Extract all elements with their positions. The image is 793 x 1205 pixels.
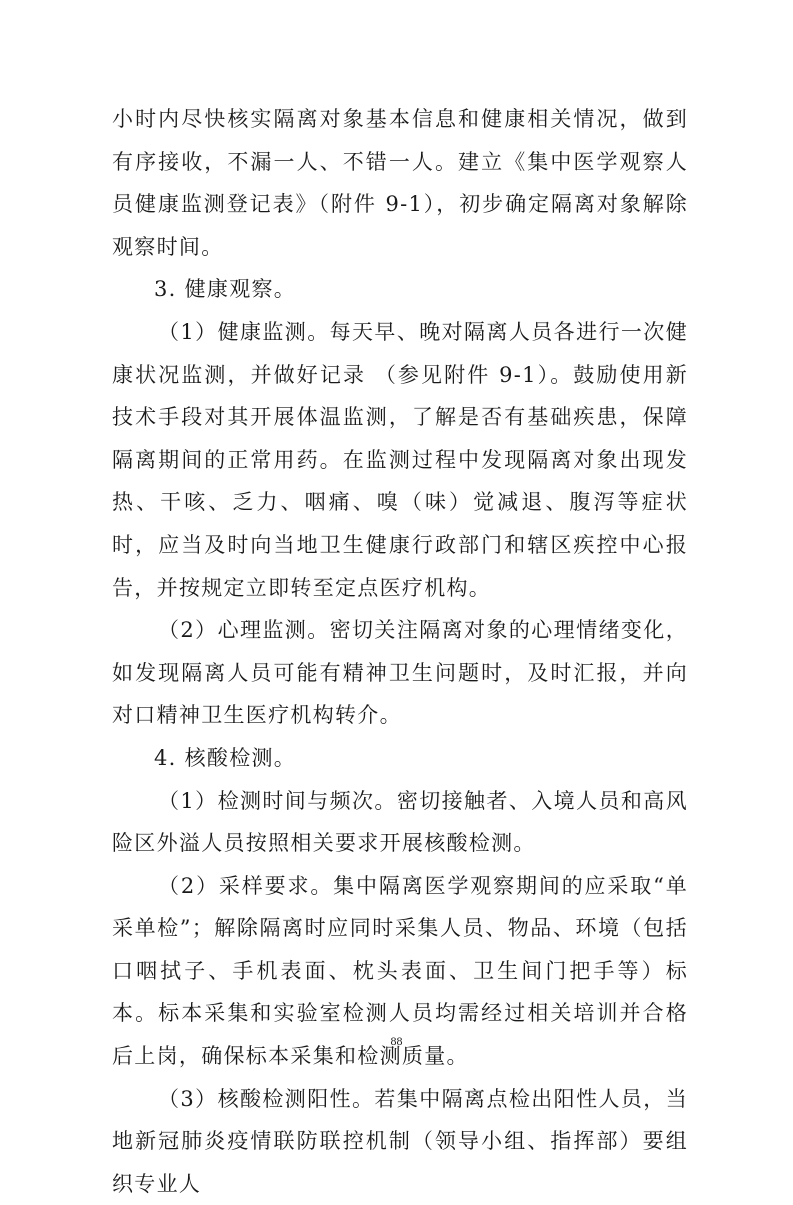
heading-nucleic-acid-testing: 4. 核酸检测。 (154, 745, 297, 770)
paragraph-intake-continued: 小时内尽快核实隔离对象基本信息和健康相关情况，做到有序接收，不漏一人、不错一人。建立《集中医学观察人员健康监测登记表》（附件 9-1），初步确定隔离对象解除观察时间。 (112, 107, 688, 259)
paragraph-sampling-requirements: （2）采样要求。集中隔离医学观察期间的应采取“单采单检”；解除隔离时应同时采集人员、物品、环境（包括口咽拭子、手机表面、枕头表面、卫生间门把手等）标本。标本采集和实验室检测人员均需经过相关培训并合格后上岗，确保标本采集和检测质量。 (112, 873, 688, 1069)
page-number: 88 (390, 1034, 403, 1048)
paragraph-psychological-monitoring: （2）心理监测。密切关注隔离对象的心理情绪变化，如发现隔离人员可能有精神卫生问题时，及时汇报，并向对口精神卫生医疗机构转介。 (112, 618, 688, 728)
paragraph-positive-result: （3）核酸检测阳性。若集中隔离点检出阳性人员，当地新冠肺炎疫情联防联控机制（领导小组、指挥部）要组织专业人 (112, 1086, 688, 1196)
paragraph-testing-frequency: （1）检测时间与频次。密切接触者、入境人员和高风险区外溢人员按照相关要求开展核酸检测。 (112, 788, 688, 856)
heading-health-observation: 3. 健康观察。 (154, 277, 297, 302)
paragraph-health-monitoring: （1）健康监测。每天早、晚对隔离人员各进行一次健康状况监测，并做好记录 （参见附件 9-1）。鼓励使用新技术手段对其开展体温监测，了解是否有基础疾患，保障隔离期间的正常用药。在监测过程中发现隔离对象出现发热、干咳、乏力、咽痛、嗅（味）觉减退、腹泻等症状时，应当及时向当地卫生健康行政部门和辖区疾控中心报告，并按规定立即转至定点医疗机构。 (112, 319, 688, 600)
